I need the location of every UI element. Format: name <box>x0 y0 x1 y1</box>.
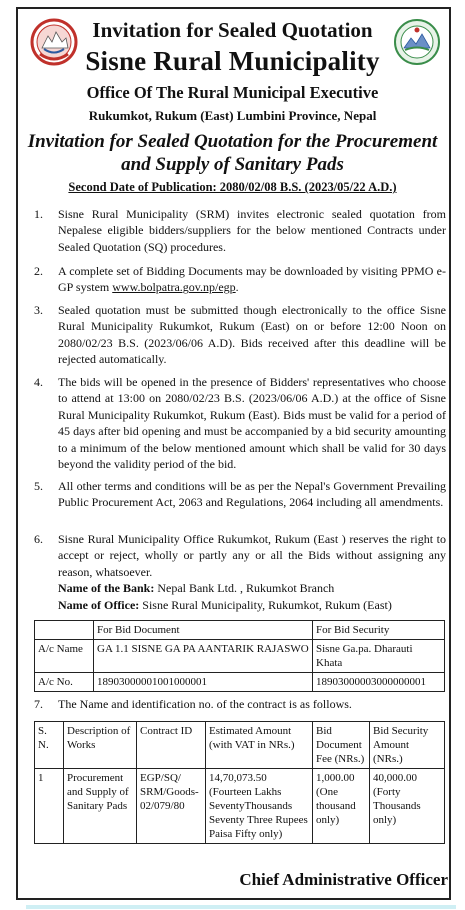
paragraph-number: 4. <box>34 375 43 389</box>
paragraph-1 <box>34 206 446 255</box>
table-cell: 18903000001001000001 <box>94 673 313 692</box>
paragraph-text: Sealed quotation must be submitted though electronically to the office Sisne Rural Municipality Rukumkot, Rukum (East) on or before 12:00 Noon on 2080/02/23 B.S. (2023/06/06 A.D). Bids received after this deadline will be rejected automatically. <box>58 303 446 367</box>
table-cell: Procurement and Supply of Sanitary Pads <box>64 769 137 844</box>
table-cell: 1,000.00 (One thousand only) <box>313 769 370 844</box>
paragraph-4 <box>34 374 446 472</box>
table-cell: 40,000.00 (Forty Thousands only) <box>370 769 445 844</box>
table-cell: A/c Name <box>35 640 94 673</box>
table-header-cell: Bid Document Fee (NRs.) <box>313 722 370 769</box>
bank-name-value: Nepal Bank Ltd. , Rukumkot Branch <box>154 581 335 596</box>
table-row <box>35 640 445 673</box>
table-cell: 18903000003000000001 <box>313 673 445 692</box>
table-cell: Sisne Ga.pa. Dharauti Khata <box>313 640 445 673</box>
table-header-row <box>35 722 445 769</box>
paragraph-text-b: . <box>235 280 239 295</box>
notice-title <box>20 130 445 176</box>
paragraph-number: 5. <box>34 479 43 493</box>
table-cell: GA 1.1 SISNE GA PA AANTARIK RAJASWO <box>94 640 313 673</box>
paragraph-text: The bids will be opened in the presence of Bidders' representatives who choose to attend at 13:00 on 2080/02/23 B.S. (2023/06/06 A.D.) at the office of Sisne Rural Municipality Rukumkot, Rukum (East). Bids must be valid for a period of 45 days after bid opening and must be accompanied by a bid security amounting to a minimum of the below mentioned amount which shall be valid for 30 days beyond the validity period of the bid. <box>58 375 446 472</box>
table-header-cell: S. N. <box>35 722 64 769</box>
table-header-cell: Bid Security Amount (NRs.) <box>370 722 445 769</box>
office-name: Office Of The Rural Municipal Executive <box>86 83 379 102</box>
paragraph-text-a: A complete set of Bidding Documents may be downloaded by visiting PPMO e-GP system <box>58 264 446 295</box>
table-cell: A/c No. <box>35 673 94 692</box>
paragraph-text <box>58 531 446 613</box>
office-name-label: Name of Office: <box>58 597 140 612</box>
office-address: Rukumkot, Rukum (East) Lumbini Province, Nepal <box>88 108 377 123</box>
bottom-divider <box>26 905 456 909</box>
egp-link[interactable]: www.bolpatra.gov.np/egp <box>112 280 236 295</box>
table-cell: EGP/SQ/ SRM/Goods- 02/079/80 <box>137 769 206 844</box>
table-header-cell: For Bid Security <box>313 621 445 640</box>
table-header-row <box>35 621 445 640</box>
publication-date: Second Date of Publication: 2080/02/08 B.S. (2023/05/22 A.D.) <box>68 180 397 194</box>
paragraph-body: Sisne Rural Municipality Office Rukumkot, Rukum (East ) reserves the right to accept or reject, wholly or partly any or all the Bids without assigning any reason, whatsoever. <box>58 532 446 579</box>
bank-name-label: Name of the Bank: <box>58 581 155 596</box>
municipality-logo-icon <box>393 18 441 66</box>
paragraph-number: 7. <box>34 697 43 711</box>
paragraph-text <box>58 263 446 296</box>
paragraph-3 <box>34 302 446 368</box>
table-header-cell <box>35 621 94 640</box>
table-row <box>35 769 445 844</box>
table-header-cell: Contract ID <box>137 722 206 769</box>
header-line1: Invitation for Sealed Quotation <box>92 18 373 42</box>
paragraph-5 <box>34 478 446 511</box>
signature-title: Chief Administrative Officer <box>239 870 448 889</box>
paragraph-text: The Name and identification no. of the contract is as follows. <box>58 697 352 711</box>
notice-title-line1: Invitation for Sealed Quotation for the Procurement <box>27 131 438 152</box>
table-header-cell: For Bid Document <box>94 621 313 640</box>
table-cell: 14,70,073.50 (Fourteen Lakhs SeventyThousands Seventy Three Rupees Paisa Fifty only) <box>206 769 313 844</box>
paragraph-number: 1. <box>34 207 43 221</box>
paragraph-number: 3. <box>34 303 43 317</box>
paragraph-number: 2. <box>34 264 43 278</box>
table-header-cell: Estimated Amount (with VAT in NRs.) <box>206 722 313 769</box>
table-cell: 1 <box>35 769 64 844</box>
notice-title-line2: and Supply of Sanitary Pads <box>121 154 344 175</box>
paragraph-number: 6. <box>34 532 43 546</box>
paragraph-text: All other terms and conditions will be as per the Nepal's Government Prevailing Public Procurement Act, 2063 and Regulations, 2064 including all amendments. <box>58 479 446 510</box>
table-row <box>35 673 445 692</box>
paragraph-text: Sisne Rural Municipality (SRM) invites electronic sealed quotation from Nepalese eligible bidders/suppliers for the below mentioned Contracts under Sealed Quotation (SQ) procedures. <box>58 207 446 254</box>
paragraph-2 <box>34 263 446 296</box>
contract-table <box>34 721 445 844</box>
paragraph-7 <box>34 696 446 712</box>
bank-account-table <box>34 620 445 692</box>
paragraph-6 <box>34 531 446 613</box>
table-header-cell: Description of Works <box>64 722 137 769</box>
office-name-value: Sisne Rural Municipality, Rukumkot, Rukum (East) <box>139 597 392 612</box>
municipality-name: Sisne Rural Municipality <box>85 46 380 76</box>
